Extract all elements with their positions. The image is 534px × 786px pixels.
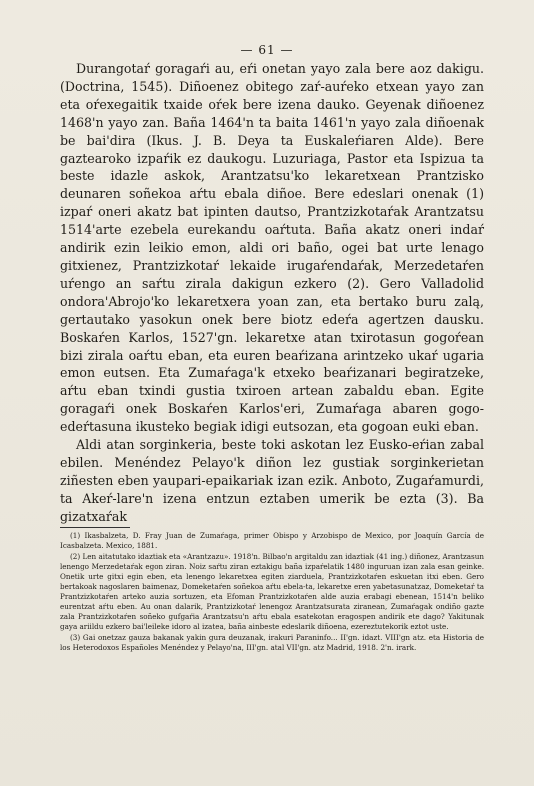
- page-number: — 61 —: [240, 43, 294, 57]
- paragraph: Aldi atan sorginkeria, beste toki askotan lez Eusko-eŕian zabal ebilen. Menéndez Pelayo'k diñon lez gustiak sorginkerietan ziñesten eben yaupari-epaikariak izan ezik. Anboto, Zugaŕamurdi, ta Akeŕ-lare'n izena entzun eztaben umerik be ezta (3). Ba gizatxaŕak: [60, 437, 484, 524]
- footnote-separator: [60, 527, 130, 528]
- footnote: (3) Gai onetzaz gauza bakanak yakin gura deuzanak, irakuri Paraninfo... II'gn. idazt. VIII'gn atz. eta Historia de los Heterodoxos Españoles Menéndez y Pelayo'na, III'gn. atal VII'gn. atz Madrid, 1918. 2'n. irark.: [60, 633, 484, 652]
- main-text: [60, 60, 484, 526]
- footnote: (1) Ikasbalzeta, D. Fray Juan de Zumaŕaga, primer Obispo y Arzobispo de Mexico, por Joaquín García de Icasbalzeta. Mexico, 1881.: [60, 531, 484, 550]
- footnotes: [60, 531, 484, 654]
- paragraph: Durangotaŕ goragaŕi au, eŕi onetan yayo zala bere aoz dakigu. (Doctrina, 1545). Diñoenez obitego zaŕ-auŕeko etxean yayo zan eta oŕexegaitik txaide oŕek bere izena dauko. Geyenak diñoenez 1468'n yayo zan. Baña 1464'n ta baita 1461'n yayo zala diñoenak be bai'dira (Ikus. J. B. Deya ta Euskaleŕiaren Alde). Bere gaztearoko izpaŕik ez daukogu. Luzuriaga, Pastor eta Ispizua ta beste idazle askok, Arantzatsu'ko lekaretxean Prantzisko deunaren soñekoa aŕtu ebala diñoe. Bere edeslari onenak (1) izpaŕ oneri akatz bat ipinten dautso, Prantzizkotaŕak Arantzatsu 1514'arte ezebela eurekandu oaŕtuta. Baña akatz oneri indaŕ andirik ezin leikio emon, aldi ori baño, ogei bat urte lenago gitxienez, Prantzizkotaŕ lekaide irugaŕendaŕak, Merzedetaŕen uŕengo an saŕtu zirala dakigun ezkero (2). Gero Valladolid ondora'Abrojo'ko lekaretxera yoan zan, eta bertako buru zalą, gertautako yasokun onek bere biotz edeŕa agertzen dausku. Boskaŕen Karlos, 1527'gn. lekaretxe atan txirotasun gogoŕean bizi zirala oaŕtu eban, eta euren beaŕizana arintzeko ukaŕ ugaria emon eutsen. Eta Zumaŕaga'k etxeko beaŕizanari begiratzeke, aŕtu eban txindi gustia txiroen artean zabaldu eban. Egite goragaŕi onek Boskaŕen Karlos'eri, Zumaŕaga abaren gogo-edeŕtasuna ikusteko begiak idigi eutsozan, eta gogoan euki eban.: [60, 61, 484, 435]
- footnote: (2) Len aitatutako idaztiak eta «Arantzazu». 1918'n. Bilbao'n argitaldu zan idaztiak (41 ing.) diñonez, Arantzasun lenengo Merzedetaŕak egon ziran. Noiz saŕtu ziran eztakigu baña izpaŕelatik 1480 inguruan izan zala esan geinke. Onetik urte gitxi egin eben, eta lenengo lekaretxea egiten ziarduela, Prantzizkotaŕen eskuetan itxi eben. Gero bertakoak nagoslaren baimenaz, Domeketaŕen soñekoa aŕtu ebela-ta, lekaretxe eren yabetasunatzaz, Domeketaŕ ta Prantzizkotaŕen arteko auzia sortuzen, eta Efoman Prantzizkotaŕen alde auzia erabagi ebenean, 1514'n beliko eurentzat aŕtu eben. Au onan dalarik, Prantzizkotaŕ lenengoz Arantzatsurata ziranean, Zumaŕagak ondiño gazte zala Prantzizkotaŕen soñeko gufgaŕia Arantzatsu'n aŕtu ebala esatekotan eragospen andirik ete dago? Yakitunak gaya ariildu ezkero bai'leileke idoro al izatea, baña ainbeste edeslarik diñoena, ezereztutekorik eztot uste.: [60, 552, 484, 631]
